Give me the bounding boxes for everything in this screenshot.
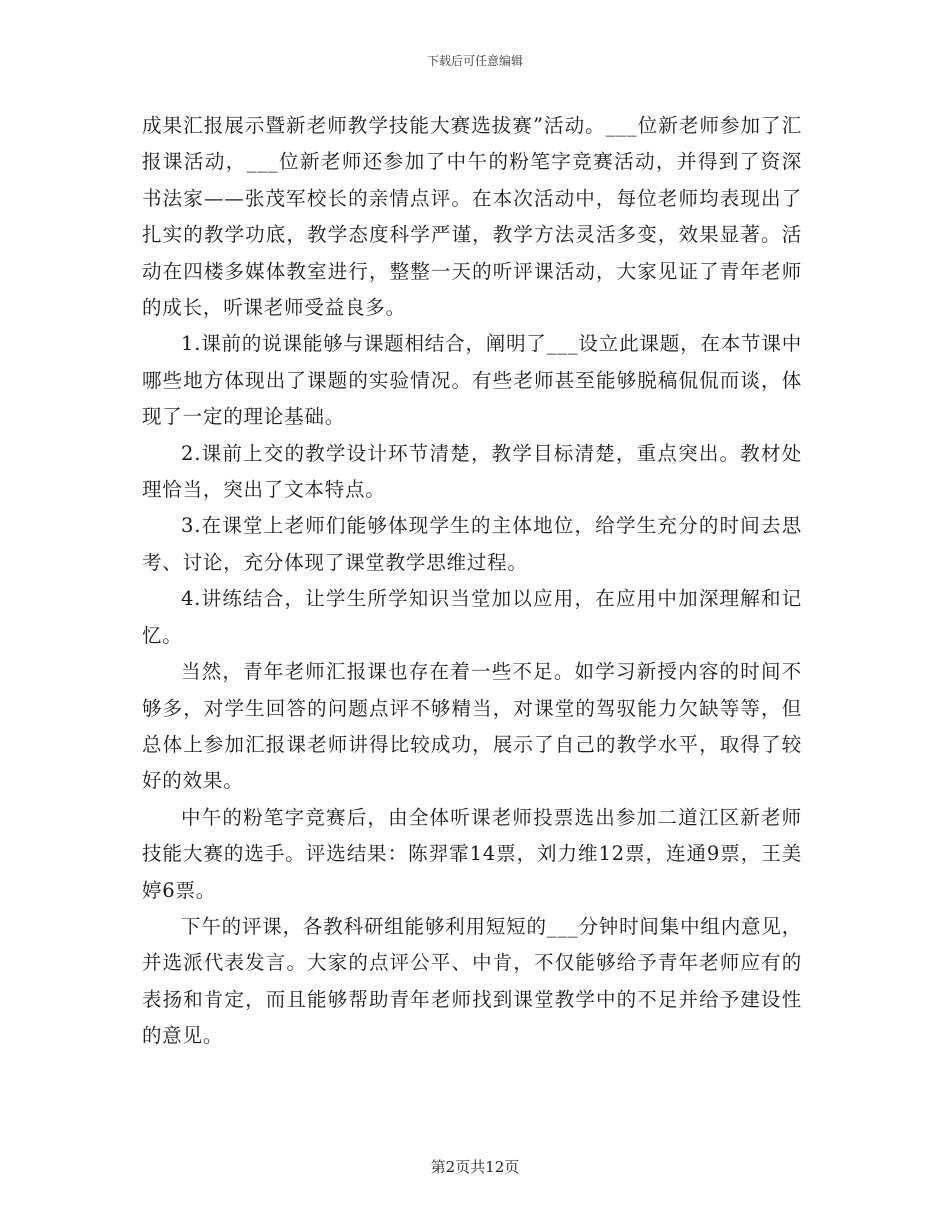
paragraph-point-1: 1.课前的说课能够与课题相结合，阐明了___设立此课题，在本节课中哪些地方体现出了课题的实验情况。有些老师甚至能够脱稿侃侃而谈，体现了一定的理论基础。	[142, 332, 802, 429]
paragraph-intro: 成果汇报展示暨新老师教学技能大赛选拔赛”活动。___位新老师参加了汇报课活动，___位新老师还参加了中午的粉笔字竞赛活动，并得到了资深书法家——张茂军校长的亲情点评。在本次活动中，每位老师均表现出了扎实的教学功底，教学态度科学严谨，教学方法灵活多变，效果显著。活动在四楼多媒体教室进行，整整一天的听评课活动，大家见证了青年老师的成长，听课老师受益良多。	[142, 114, 802, 320]
paragraph-point-3: 3.在课堂上老师们能够体现学生的主体地位，给学生充分的时间去思考、讨论，充分体现了课堂教学思维过程。	[142, 514, 802, 574]
page-footer: 第2页共12页	[430, 1158, 520, 1176]
paragraph-chalk-contest: 中午的粉笔字竞赛后，由全体听课老师投票选出参加二道江区新老师技能大赛的选手。评选结果：陈羿霏14票，刘力维12票，连通9票，王美婷6票。	[142, 805, 802, 902]
paragraph-shortcomings: 当然，青年老师汇报课也存在着一些不足。如学习新授内容的时间不够多，对学生回答的问题点评不够精当，对课堂的驾驭能力欠缺等等，但总体上参加汇报课老师讲得比较成功，展示了自己的教学水平，取得了较好的效果。	[142, 660, 802, 793]
paragraph-point-2: 2.课前上交的教学设计环节清楚，教学目标清楚，重点突出。教材处理恰当，突出了文本特点。	[142, 441, 802, 502]
document-body	[142, 108, 802, 1055]
paragraph-afternoon-review: 下午的评课，各教科研组能够利用短短的___分钟时间集中组内意见，并选派代表发言。大家的点评公平、中肯，不仅能够给予青年老师应有的表扬和肯定，而且能够帮助青年老师找到课堂教学中的不足并给予建设性的意见。	[142, 914, 802, 1048]
page-header: 下载后可任意编辑	[426, 54, 523, 68]
paragraph-point-4: 4.讲练结合，让学生所学知识当堂加以应用，在应用中加深理解和记忆。	[142, 587, 802, 647]
